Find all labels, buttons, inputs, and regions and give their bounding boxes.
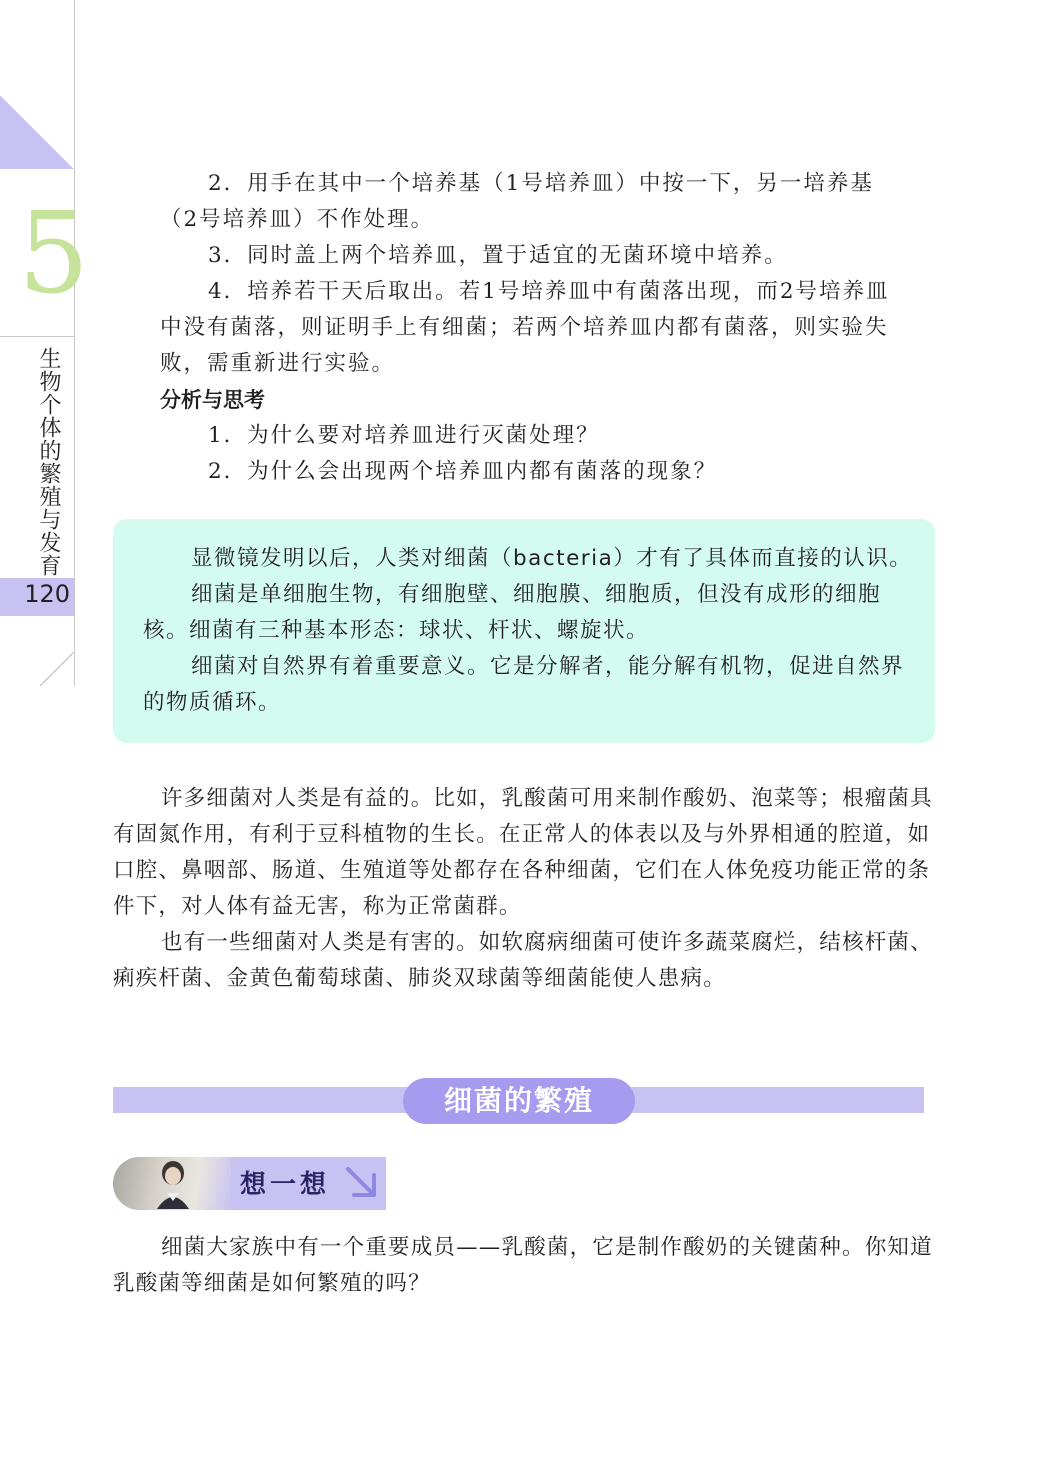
side-tab-corner [40, 652, 74, 686]
concept-paragraph: 细菌是单细胞生物，有细胞壁、细胞膜、细胞质，但没有成形的细胞核。细菌有三种基本形态：球状、杆状、螺旋状。 [143, 582, 882, 643]
concept-paragraph: 细菌对自然界有着重要意义。它是分解者，能分解有机物，促进自然界的物质循环。 [143, 654, 905, 715]
body-paragraph: 也有一些细菌对人类是有害的。如软腐病细菌可使许多蔬菜腐烂，结核杆菌、痢疾杆菌、金黄色葡萄球菌、肺炎双球菌等细菌能使人患病。 [113, 930, 933, 991]
section-title: 细菌的繁殖 [443, 1084, 594, 1117]
arrow-down-right-icon [342, 1163, 382, 1203]
step-4: 4．培养若干天后取出。若1号培养皿中有菌落出现，而2号培养皿中没有菌落，则证明手上有细菌；若两个培养皿内都有菌落，则实验失败，需重新进行实验。 [160, 279, 890, 376]
concept-paragraph: 显微镜发明以后，人类对细菌（bacteria）才有了具体而直接的认识。 [191, 546, 913, 571]
step-3: 3．同时盖上两个培养皿，置于适宜的无菌环境中培养。 [208, 243, 788, 268]
side-divider [0, 336, 74, 337]
analysis-heading: 分析与思考 [160, 388, 265, 412]
body-paragraph: 许多细菌对人类是有益的。比如，乳酸菌可用来制作酸奶、泡菜等；根瘤菌具有固氮作用，有利于豆科植物的生长。在正常人的体表以及与外界相通的腔道，如口腔、鼻咽部、肠道、生殖道等处都存在各种细菌，它们在人体免疫功能正常的条件下，对人体有益无害，称为正常菌群。 [113, 786, 933, 919]
chapter-number: 5 [18, 189, 90, 319]
step-2: 2．用手在其中一个培养基（1号培养皿）中按一下，另一培养基（2号培养皿）不作处理。 [160, 171, 874, 232]
think-label: 想一想 [240, 1170, 331, 1200]
side-divider [0, 615, 74, 616]
chapter-title: 生物个体的繁殖与发育 [36, 347, 61, 577]
student-image-icon [153, 1159, 193, 1209]
student-photo [113, 1157, 231, 1210]
page-number: 120 [24, 580, 70, 608]
key-concept-box [113, 519, 935, 743]
side-tab-triangle [0, 95, 74, 169]
question-1: 1．为什么要对培养皿进行灭菌处理？ [208, 423, 600, 448]
question-2: 2．为什么会出现两个培养皿内都有菌落的现象？ [208, 459, 718, 484]
think-question: 细菌大家族中有一个重要成员——乳酸菌，它是制作酸奶的关键菌种。你知道乳酸菌等细菌是如何繁殖的吗？ [113, 1235, 933, 1296]
